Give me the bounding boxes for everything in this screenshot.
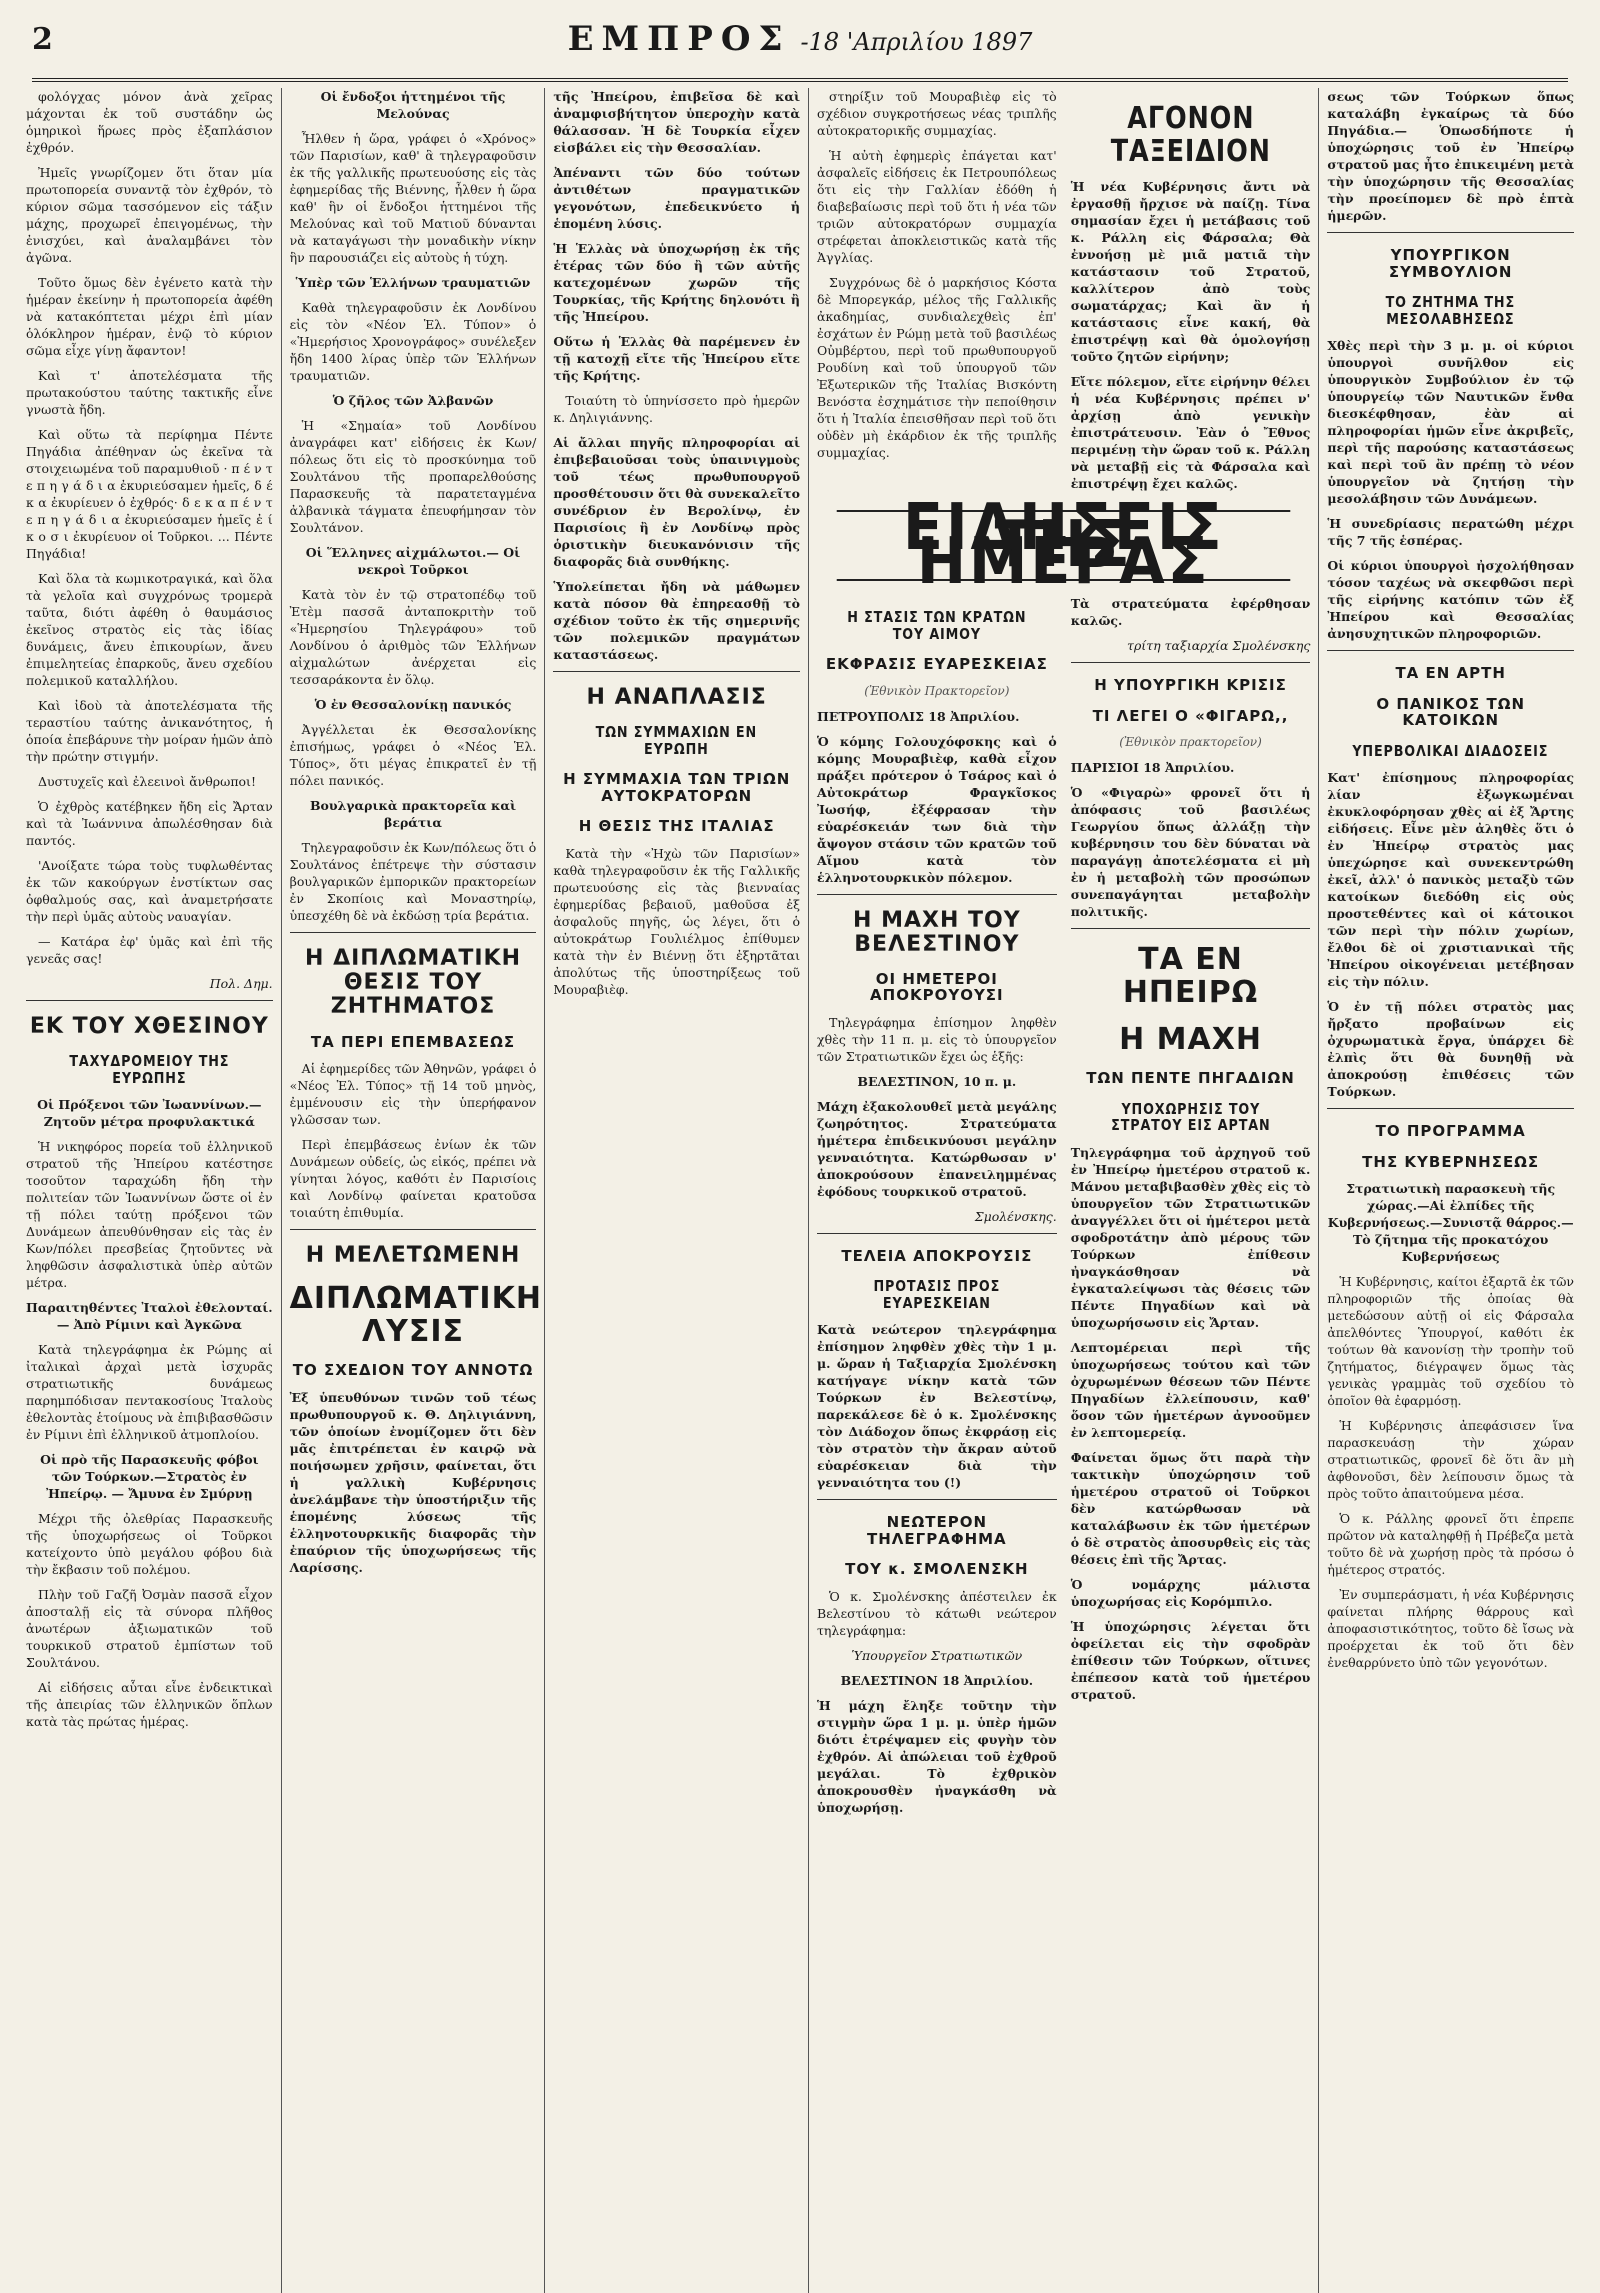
section-heading: ΤΕΛΕΙΑ ΑΠΟΚΡΟΥΣΙΣ [841, 1246, 1033, 1265]
article-text: Ὁ «Φιγαρὼ» φρονεῖ ὅτι ἡ ἀπόφασις τοῦ βασιλέως Γεωργίου ὅπως ἀλλάξῃ τὴν κυβέρνησιν του δὲν δύναται νὰ παραγάγῃ ἀποτελέσματα εἰ μὴ ἐν ἡ μεταβολὴ τῶν προσώπων συνεπαγάγηται μεταβολὴν πολιτικῆς. [1070, 785, 1311, 919]
article-text: Κατὰ νεώτερον τηλεγράφημα ἐπίσημον ληφθὲν χθὲς τὴν 1 μ. μ. ὥραν ἡ Ταξιαρχία Σμολένσκη κατήγαγε νίκην κατὰ τῶν Τούρκων ἐν Βελεστίνῳ, παρεκάλεσε δὲ ὁ κ. Σμολένσκης τὸν Διάδοχον ὅπως ἐκφράσῃ εἰς τὸν στρατὸν τὴν ἄκραν αὐτοῦ εὐαρέσκειαν διὰ τὴν γενναιότητα του (!) [817, 1322, 1057, 1491]
section-subheading: ΤΟ ΖΗΤΗΜΑ ΤΗΣ ΜΕΣΟΛΑΒΗΣΕΩΣ [1385, 293, 1516, 328]
article-text: Μέχρι τῆς ὀλεθρίας Παρασκευῆς τῆς ὑποχωρήσεως οἱ Τοῦρκοι κατείχοντο ὑπὸ μεγάλου φόβου διὰ τὴν ἔκβασιν τοῦ πολέμου. [26, 1511, 273, 1578]
section-subheading: ΥΠΟΧΩΡΗΣΙΣ ΤΟΥ ΣΤΡΑΤΟΥ ΕΙΣ ΑΡΤΑΝ [1110, 1099, 1271, 1134]
divider [1327, 650, 1574, 651]
divider [290, 1229, 537, 1230]
article-text: Τοῦτο ὅμως δὲν ἐγένετο κατὰ τὴν ἡμέραν ἐκείνην ἡ πρωτοπορεία ἀφέθη νὰ κατακόπτεται μέχρι ἐπὶ μίαν ὁλόκληρον ἡμέραν, ἐνῷ τὸ κύριον σῶμα εἶχε γίνῃ ἄφαντον! [26, 275, 273, 358]
article-text: Ἀγγέλλεται ἐκ Θεσσαλονίκης ἐπισήμως, γράφει ὁ «Νέος Ἑλ. Τύπος», ὅτι μέγας ἐπικρατεῖ ἐν τῇ πόλει πανικός. [289, 722, 537, 788]
signature: τρίτη ταξιαρχία Σμολένσκης [1127, 638, 1311, 653]
article-text: Καὶ ἰδοὺ τὰ ἀποτελέσματα τῆς τεραστίου ταύτης ἀνικανότητος, ἡ ὁποία ἐπεβάρυνε τὴν μοίραν ἡμῶν ἀπὸ τὴν πρώτην στιγμήν. [26, 698, 273, 764]
section-heading: Η ΜΑΧΗ ΤΟΥ ΒΕΛΕΣΤΙΝΟΥ [853, 907, 1021, 957]
article-text: Ἐξ ὑπευθύνων τινῶν τοῦ τέως πρωθυπουργοῦ κ. Θ. Δηλιγιάννη, τῶν ὁποίων ἐνομίζομεν ὅτι δὲν μᾶς ἐπιτρέπεται ἐν καιρῷ νὰ ποιήσωμεν χρῆσιν, φαίνεται, ὅτι ἡ γαλλικὴ Κυβέρνησις ἀνελάμβανε τὴν ὑποστήριξιν τῆς ἑπομένης λύσεως τῆς ἑλληνοτουρκικῆς διαφορᾶς τὴν ἐπαύριον τῆς ὑποχωρήσεως τῆς Λαρίσσης. [289, 1389, 537, 1575]
section-subheading: ΤΟ ΣΧΕΔΙΟΝ ΤΟΥ ΑΝΝΟΤΩ [292, 1361, 534, 1380]
article-subheading: Οἱ Ἕλληνες αἰχμάλωτοι.— Οἱ νεκροὶ Τοῦρκοι [305, 545, 521, 577]
article-text: 'Ανοίξατε τώρα τοὺς τυφλωθέντας ἐκ τῶν κακούργων ἐνστίκτων σας ὀφθαλμούς σας, καὶ ἀναμετρήσατε τὴν περὶ ὑμᾶς αὐτοὺς ναυαγίαν. [26, 858, 273, 924]
dateline: ΠΑΡΙΣΙΟΙ 18 Ἀπριλίου. [1070, 760, 1235, 775]
divider [26, 1000, 273, 1001]
section-subheading: Η ΣΥΜΜΑΧΙΑ ΤΩΝ ΤΡΙΩΝ ΑΥΤΟΚΡΑΤΟΡΩΝ [563, 770, 791, 805]
section-subheading: Ο ΠΑΝΙΚΟΣ ΤΩΝ ΚΑΤΟΙΚΩΝ [1376, 694, 1525, 729]
article-text: Ὁ κόμης Γολουχόφσκης καὶ ὁ κόμης Μουραβιὲφ, καθὰ εἶχον πράξει πρότερον ὁ Τσάρος καὶ ὁ Αὐτοκράτωρ Φραγκῖσκος Ἰωσήφ, ἐξέφρασαν τὴν εὐαρέσκειάν των διὰ τὴν ἄψογον στάσιν τῶν κρατῶν τοῦ Αἵμου κατὰ τὸν ἑλληνοτουρκικὸν πόλεμον. [817, 733, 1057, 885]
article-text: Ὁ ἐχθρὸς κατέβηκεν ἤδη εἰς Ἄρταν καὶ τὰ Ἰωάννινα ἀπωλέσθησαν διὰ παντός. [26, 799, 273, 848]
section-subheading: ΟΙ ΗΜΕΤΕΡΟΙ ΑΠΟΚΡΟΥΟΥΣΙ [870, 969, 1004, 1005]
article-text: Ἦλθεν ἡ ὥρα, γράφει ὁ «Χρόνος» τῶν Παρισίων, καθ' ἃ τηλεγραφοῦσιν ἐκ τῆς γαλλικῆς πρωτευούσης εἰς τὰς ἐφημερίδας τῆς Βιέννης, ἦλθεν ἡ ὥρα καθ' ἣν οἱ ἔνδοξοι ἡττημένοι τῆς Μελούνας καὶ τοῦ Ματιοῦ δύνανται νὰ καταγάγωσι τὴν μοναδικὴν νίκην ἣν παρουσιάζει εἰς αὐτοὺς ἡ τύχη. [289, 131, 537, 265]
column-1 [18, 88, 282, 2293]
article-text: Χθὲς περὶ τὴν 3 μ. μ. οἱ κύριοι ὑπουργοὶ συνῆλθον εἰς ὑπουργικὸν Συμβούλιον ἐν τῷ ὑπουργείῳ τῶν Ναυτικῶν ἔνθα διεσκέφθησαν, ἐὰν αἱ πληροφορίαι ἡμῶν εἶνε ἀκριβεῖς, περὶ τῆς παρούσης καταστάσεως καὶ περὶ τοῦ ἂν πρέπῃ τὸ νέον ὑπουργεῖον νὰ ζητήσῃ τὴν μεσολάβησιν τῶν Δυνάμεων. [1327, 338, 1575, 506]
article-subheading: Βουλγαρικὰ πρακτορεῖα καὶ βεράτια [309, 798, 517, 830]
article-text: Αἱ εἰδήσεις αὗται εἶνε ἐνδεικτικαὶ τῆς ἀπειρίας τῶν ἑλληνικῶν ὅπλων κατὰ τὰς πρώτας ἡμέρας. [26, 1680, 273, 1730]
article-text: Ὁ κ. Σμολένσκης ἀπέστειλεν ἐκ Βελεστίνου τὸ κάτωθι νεώτερον τηλεγράφημα: [817, 1588, 1057, 1638]
section-heading: Η ΑΝΑΠΛΑΣΙΣ [586, 685, 767, 710]
article-text: στηρίξιν τοῦ Μουραβιὲφ εἰς τὸ σχέδιον συγκροτήσεως νέας τριπλῆς αὐτοκρατορικῆς συμμαχίας. [817, 89, 1057, 138]
section-heading: ΝΕΩΤΕΡΟΝ ΤΗΛΕΓΡΑΦΗΜΑ [867, 1513, 1007, 1548]
article-text: Ἡ Κυβέρνησις, καίτοι ἐξαρτᾶ ἐκ τῶν πληροφοριῶν τῆς ὁποίας θὰ μετεδώσουν αὐτῇ οἱ εἰς Φάρσαλα ἀπελθόντες Ὑπουργοί, καθότι ἐκ τούτων θὰ κανονίσῃ τὴν τροπὴν τοῦ ζητήματος, διέγραψεν ὅμως τὰς γενικὰς γραμμὰς τοῦ σχεδίου τὸ ὁποῖον θὰ ἐφαρμόσῃ. [1327, 1274, 1575, 1408]
section-subheading: ΤΩΝ ΠΕΝΤΕ ΠΗΓΑΔΙΩΝ [1086, 1069, 1295, 1087]
article-text: Ὁ νομάρχης μάλιστα ὑποχωρήσας εἰς Κορόμπιλο. [1070, 1576, 1311, 1609]
article-text: Καθὰ τηλεγραφοῦσιν ἐκ Λονδίνου εἰς τὸν «Νέον Ἑλ. Τύπον» ὁ «Ἡμερήσιος Χρονογράφος» συνέλεξεν ἤδη 1400 λίρας ὑπὲρ τῶν Ἑλλήνων τραυματιῶν. [289, 300, 537, 383]
section-heading: Η ΣΤΑΣΙΣ ΤΩΝ ΚΡΑΤΩΝ ΤΟΥ ΑΙΜΟΥ [847, 608, 1027, 643]
section-subheading: ΤΑ ΠΕΡΙ ΕΠΕΜΒΑΣΕΩΣ [310, 1032, 516, 1051]
article-text: Ἡ συνεδρίασις περατώθη μέχρι τῆς 7 τῆς ἑσπέρας. [1327, 516, 1575, 548]
divider [1327, 1108, 1574, 1109]
agency-note: Ὑπουργεῖον Στρατιωτικῶν [851, 1647, 1023, 1663]
section-subheading: ΠΡΟΤΑΣΙΣ ΠΡΟΣ ΕΥΑΡΕΣΚΕΙΑΝ [873, 1277, 1001, 1312]
article-text: Περὶ ἐπεμβάσεως ἐνίων ἐκ τῶν Δυνάμεων οὐδείς, ὡς εἰκός, πρέπει νὰ γίνηται λόγος, καθότι ἐν Παρισίοις καὶ Λονδίνῳ φαίνεται κρατοῦσα τοιαύτη ἐπιθυμία. [289, 1137, 537, 1221]
article-text: Ἐν συμπεράσματι, ἡ νέα Κυβέρνησις φαίνεται πλήρης θάρρους καὶ ἀποφασιστικότητος, τοῦτο δὲ ἴσως νὰ προέρχεται ἐκ τοῦ ὅτι δὲν ἐνεθαρρύνετο ὑπὸ τῶν γεγονότων. [1327, 1587, 1575, 1670]
section-heading: Η ΜΑΧΗ [1119, 1022, 1262, 1057]
column-3 [545, 88, 809, 2293]
article-text: σεως τῶν Τούρκων ὅπως καταλάβη ἐγκαίρως τὰ δύο Πηγάδια.— Ὁπωσδήποτε ἡ ὑποχώρησις τοῦ ἐν Ἠπείρῳ στρατοῦ μας ἦτο ἐπικειμένη μετὰ τὴν ὑποχώρησιν τῆς Θεσσαλίας τὴν προείπομεν δὲ πρὸ ἑπτὰ ἡμερῶν. [1327, 89, 1575, 223]
masthead [32, 0, 1568, 82]
column-2 [282, 88, 546, 2293]
article-text: Κατὰ τὴν «Ἠχὼ τῶν Παρισίων» καθὰ τηλεγραφοῦσιν ἐκ τῆς Γαλλικῆς πρωτευούσης εἰς τὰς βιενναίας ἐφημερίδας βεβαιοῦ, μαθοῦσα ἐξ ἀσφαλοῦς πηγῆς, ὡς λέγει, ὅτι ὁ αὐτοκράτωρ Γουλιέλμος ἐπίθυμεν κατὰ τὴν ἐν Βιέννῃ ὅτι ἐξηρτᾶται ἀπολύτως τῆς ὑποστηρίξεως τοῦ Μουραβιὲφ. [553, 845, 801, 997]
article-text: Τὰ στρατεύματα ἐφέρθησαν καλῶς. [1070, 596, 1311, 628]
article-text: Φαίνεται ὅμως ὅτι παρὰ τὴν τακτικὴν ὑποχώρησιν τοῦ ἡμετέρου στρατοῦ οἱ Τοῦρκοι δὲν κατώρθωσαν νὰ καταλάβωσιν ἐκ τῶν ἡμετέρων ὁ δὲ στρατὸς ἀποσυρθεὶς εἰς τὰς θέσεις ἐπὶ τῆς Ἄρτας. [1070, 1449, 1311, 1567]
section-heading: ΥΠΟΥΡΓΙΚΟΝ ΣΥΜΒΟΥΛΙΟΝ [1388, 246, 1513, 281]
article-subheading: Στρατιωτικὴ παρασκευὴ τῆς χώρας.—Αἱ ἐλπίδες τῆς Κυβερνήσεως.—Συνιστᾷ θάρρος.— Τὸ ζῆτημα τῆς προκατόχου Κυβερνήσεως [1327, 1181, 1574, 1264]
article-text: Ἡ νέα Κυβέρνησις ἄντι νὰ ἐργασθῇ ἤρχισε νὰ παίζῃ. Τίνα σημασίαν ἔχει ἡ μετάβασις τοῦ κ. Ράλλη εἰς Φάρσαλα; Θὰ ἐννοήσῃ μὲ μιᾶ ματιᾶ τὴν κατάστασιν τοῦ Στρατοῦ, καλλίτερον ἀπὸ τοὺς σωματάρχας; Καὶ ἂν ἡ κατάστασις εἶνε κακή, θὰ ἐπιστρέψῃ καὶ θὰ ὁμολογήσῃ τοῦτο ζητῶν εἰρήνην; [1070, 179, 1311, 364]
article-text: Αἱ ἐφημερίδες τῶν Ἀθηνῶν, γράφει ὁ «Νέος Ἑλ. Τύπος» τῇ 14 τοῦ μηνὸς, ἐμμένουσιν εἰς τὴν ὑπερήφανον γλῶσσαν των. [289, 1061, 537, 1128]
article-subheading: Παραιτηθέντες Ἰταλοὶ ἐθελονταί. — Ἀπὸ Ρίμινι καὶ Ἀγκῶνα [26, 1300, 273, 1333]
issue-date: -18 'Απριλίου 1897 [800, 28, 1033, 56]
article-text: Εἴτε πόλεμον, εἴτε εἰρήνην θέλει ἡ νέα Κυβέρνησις πρέπει ν' ἀρχίσῃ ἀπὸ γενικὴν ἐπιστράτευσιν. Ἐὰν ὁ Ἔθνος περιμένῃ τὴν ὥραν τοῦ κ. Ράλλη νὰ μεταβῇ εἰς τὰ Φάρσαλα καὶ ἐπιστρέψῃ ἔχει καλῶς. [1070, 374, 1311, 491]
article-text: Οὕτω ἡ Ἑλλὰς θὰ παρέμενεν ἐν τῇ κατοχῇ εἴτε τῆς Ἠπείρου εἴτε τῆς Κρήτης. [553, 334, 801, 383]
article-text: Καὶ ὅλα τὰ κωμικοτραγικά, καὶ ὅλα τὰ γελοῖα καὶ συγχρόνως τρομερὰ ταῦτα, διότι ἀφέθη ὁ θαυμάσιος ἐκεῖνος στρατὸς εἰς τὰς ἰδίας δυνάμεις, ἄνευ ἐπικουρίων, ἄνευ ἐπιμελητείας ἐπαρκοῦς, ἄνευ σχεδίου πολεμικοῦ καταλλήλου. [26, 571, 273, 688]
section-heading: ΔΙΠΛΩΜΑΤΙΚΗ ΛΥΣΙΣ [289, 1281, 542, 1350]
article-text: Ἡ Κυβέρνησις ἀπεφάσισεν ἵνα παρασκευάσῃ τὴν χώραν στρατιωτικῶς, φρονεῖ δὲ ὅτι ἂν μὴ ἀφθονοῦσι, δὲν λείπουσιν ὅμως τὰ πρὸς τοῦτο ἀπαιτούμενα μέσα. [1327, 1418, 1575, 1501]
signature: Πολ. Δημ. [209, 976, 273, 991]
column-6 [1319, 88, 1582, 2293]
section-subheading: ΕΚΦΡΑΣΙΣ ΕΥΑΡΕΣΚΕΙΑΣ [825, 655, 1048, 673]
section-subheading: ΥΠΕΡΒΟΛΙΚΑΙ ΔΙΑΔΟΣΕΙΣ [1352, 741, 1549, 760]
news-banner: ΕΙΔΗΣΕΙΣ ΤΗΣ ΗΜΕΡΑΣ [837, 510, 1291, 581]
article-text: Μάχη ἐξακολουθεῖ μετὰ μεγάλης ζωηρότητος. Στρατεύματα ἡμέτερα ἐπιδεικνύουσι μεγάλην γενναιότητα. Κατώρθωσαν ν' ἀποκρούσουν ἐπανειλημμένας ἐφόδους τουρκικοῦ στρατοῦ. [817, 1098, 1057, 1199]
section-subheading: ΤΑΧΥΔΡΟΜΕΙΟΥ ΤΗΣ ΕΥΡΩΠΗΣ [69, 1052, 230, 1087]
article-text: Καὶ τ' ἀποτελέσματα τῆς πρωτακούστου ταύτης τακτικῆς εἶνε γνωστὰ ἤδη. [26, 368, 273, 417]
article-subheading: Ὁ ἐν Θεσσαλονίκῃ πανικός [314, 697, 512, 712]
article-text: — Κατάρα ἐφ' ὑμᾶς καὶ ἐπὶ τῆς γενεᾶς σας! [26, 934, 273, 966]
article-text: φολόγχας μόνον ἀνὰ χεῖρας μάχονται ἐκ τοῦ συστάδην ὡς ὁμηρικοὶ ἥρωες πρὸς ἐξαπλάσιον ἐχθρόν. [26, 89, 273, 155]
article-text: Καὶ οὕτω τὰ περίφημα Πέντε Πηγάδια ἀπέθηναν ὡς ἐκεῖνα τὰ στοιχειωμένα τοῦ παραμυθιοῦ · π έ ν τ ε π η γ ά δ ι α ἐκυριεύσαμεν ἡμεῖς, δ έ κ α ἐκυρίευεν ὁ ἐχθρός· δ ε κ α π έ ν τ ε π η γ ά δ ι α ἐκυριεύσαμεν ἡμεῖς ἐ ί κ ο σ ι ἐκυρίευον οἱ Τοῦρκοι. ... Πέντε Πηγάδια! [26, 427, 273, 561]
article-text: Πλὴν τοῦ Γαζῆ Ὀσμὰν πασσᾶ εἶχον ἀποσταλῇ εἰς τὰ σύνορα πλῆθος ἀνωτέρων ἀξιωματικῶν τοῦ τουρκικοῦ στρατοῦ ἐμπίστων τοῦ Σουλτάνου. [26, 1587, 273, 1671]
article-text: Ὑπολείπεται ἤδη νὰ μάθωμεν κατὰ πόσον θὰ ἐπηρεασθῇ τὸ σχέδιον τοῦτο ἐκ τῆς σημερινῆς τῶν πολεμικῶν πραγμάτων καταστάσεως. [553, 579, 801, 662]
section-heading: ΤΟ ΠΡΟΓΡΑΜΜΑ [1375, 1122, 1526, 1140]
article-text: Ἡ «Σημαία» τοῦ Λονδίνου ἀναγράφει κατ' εἰδήσεις ἐκ Κων/πόλεως ὅτι εἰς τὸ προσκύνημα τοῦ Σουλτάνου τῆς προπαρελθούσης Παρασκευῆς τὰ παρατεταγμένα ἀλβανικὰ τάγματα ἐπευφήμησαν τὸν Σουλτάνον. [289, 418, 537, 535]
section-heading: ΑΓΟΝΟΝ ΤΑΞΕΙΔΙΟΝ [1110, 101, 1271, 169]
article-text: Αἱ ἄλλαι πηγῆς πληροφορίαι αἱ ἐπιβεβαιοῦσαι τοὺς ὑπαινιγμοὺς τοῦ τέως πρωθυπουργοῦ προσθέτουσιν ὅτι θὰ συνεκαλεῖτο συνέδριον ἐν Βερολίνῳ, ἐν Παρισίοις ἢ ἐν Λονδίνῳ πρὸς ὁριστικὴν διευκανόνισιν τῆς διαφορᾶς διὰ συνθήκης. [553, 435, 801, 569]
section-heading: Η ΜΕΛΕΤΩΜΕΝΗ [305, 1243, 521, 1269]
article-text: Λεπτομέρειαι περὶ τῆς ὑποχωρήσεως τούτου καὶ τῶν ὀχυρωμένων θέσεων τῶν Πέντε Πηγαδίων ἐλλείπουσιν, καθ' ὅσον τῶν ἡμετέρων ἀγνοοῦμεν ἐν λεπτομερείᾳ. [1070, 1339, 1311, 1440]
article-subheading: Οἱ πρὸ τῆς Παρασκευῆς φόβοι τῶν Τούρκων.—Στρατὸς ἐν Ἠπείρῳ. — Ἄμυνα ἐν Σμύρνῃ [40, 1452, 259, 1502]
article-text: Τοιαύτη τὸ ὑπηνίσσετο πρὸ ἡμερῶν κ. Δηλιγιάννης. [553, 393, 801, 425]
article-subheading: Ὁ ζῆλος τῶν Ἀλβανῶν [332, 393, 494, 408]
divider [553, 671, 800, 672]
article-text: Κατ' ἐπίσημους πληροφορίας λίαν ἐξωγκωμέναι ἐκυκλοφόρησαν χθὲς αἱ ἐξ Ἄρτης εἰδήσεις. Εἶνε μὲν ἀληθὲς ὅτι ὁ ἐν Ἠπείρῳ στρατὸς μας ὑπεχώρησε καὶ συνεκεντρώθη ἐκεῖ, ἀλλ' ὁ πανικὸς μεταξὺ τῶν κατοίκων διεδόθη εἰς οὐς προστεθέντες καὶ οἱ κάτοικοι τῶν περὶ τὴν πόλιν χωρίων, ἔλθοι δὲ οἱ χριστιανικαὶ τῆς Ἠπείρου οἰκογένειαι μετέβησαν εἰς τὴν πόλιν. [1327, 770, 1575, 989]
newspaper-title: ΕΜΠΡΟΣ [567, 19, 791, 59]
divider [1071, 928, 1311, 929]
article-text: Τηλεγράφημα τοῦ ἀρχηγοῦ τοῦ ἐν Ἠπείρῳ ἡμετέρου στρατοῦ κ. Μάνου μεταβιβασθὲν χθὲς εἰς τὸ ὑπουργεῖον τῶν Στρατιωτικῶν ἀναγγέλλει ὅτι οἱ ἡμέτεροι μετὰ σφοδροτάτην ἀπὸ μέρους τῶν Τούρκων ἐπίθεσιν ἠναγκάσθησαν νὰ ἐγκαταλείψωσι τὰς θέσεις τῶν Πέντε Πηγαδίων καὶ νὰ ὑποχωρήσωσιν εἰς Ἄρταν. [1070, 1144, 1311, 1330]
divider [1327, 232, 1574, 233]
article-text: Ἡ μάχη ἔληξε τοῦτην τὴν στιγμὴν ὥρα 1 μ. μ. ὑπὲρ ἡμῶν διότι ἐτρέψαμεν εἰς φυγὴν τὸν ἐχθρόν. Αἱ ἀπώλειαι τοῦ ἐχθροῦ μεγάλαι. Τὸ ἐχθρικὸν ἀποκρουσθὲν ἠναγκάσθη νὰ ὑποχωρήσῃ. [817, 1697, 1057, 1815]
article-subheading: Οἱ ἔνδοξοι ἡττημένοι τῆς Μελούνας [320, 89, 506, 121]
section-subheading: ΤΟΥ κ. ΣΜΟΛΕΝΣΚΗ [845, 1560, 1029, 1579]
article-text: Ἡ ὑποχώρησις λέγεται ὅτι ὀφείλεται εἰς τὴν σφοδρὰν ἐπίθεσιν τῶν Τούρκων, οἵτινες ἐπέπεσον κατὰ τοῦ ἡμετέρου στρατοῦ. [1070, 1618, 1311, 1702]
section-heading: Η ΔΙΠΛΩΜΑΤΙΚΗ ΘΕΣΙΣ ΤΟΥ ΖΗΤΗΜΑΤΟΣ [305, 946, 521, 1020]
divider [817, 1499, 1057, 1500]
page-number: 2 [32, 21, 53, 57]
article-text: Οἱ κύριοι ὑπουργοὶ ἠσχολήθησαν τόσον ταχέως νὰ σκεφθῶσι περὶ τῆς εἰρήνης κατόπιν τῶν ἐξ Ἠπείρου καὶ Θεσσαλίας ἀνησυχητικῶν πληροφοριῶν. [1327, 558, 1575, 641]
divider [290, 932, 537, 933]
divider [817, 894, 1057, 895]
divider [817, 1233, 1057, 1234]
signature: Σμολένσκης. [974, 1208, 1057, 1224]
columns [18, 82, 1582, 2293]
section-heading: ΤΗΣ ΚΥΒΕΡΝΗΣΕΩΣ [1362, 1152, 1540, 1171]
article-subheading: Οἱ Πρόξενοι τῶν Ἰωαννίνων.— Ζητοῦν μέτρα προφυλακτικά [37, 1097, 262, 1130]
article-text: Τηλεγραφοῦσιν ἐκ Κων/πόλεως ὅτι ὁ Σουλτάνος ἐπέτρεψε τὴν σύστασιν βουλγαρικῶν ἐμπορικῶν πρακτορείων ἐν Σκοπίοις καὶ Μοναστηρίῳ, ὑπεσχέθη δὲ νὰ ἐκδώσῃ τρία βεράτια. [289, 840, 537, 923]
article-text: Δυστυχεῖς καὶ ἐλεεινοὶ ἄνθρωποι! [38, 774, 256, 789]
section-heading: ΤΑ ΕΝ ΑΡΤΗ [1395, 664, 1506, 682]
article-text: Ὁ ἐν τῇ πόλει στρατὸς μας ἤρξατο προβαίνων εἰς ὀχυρωματικὰ ἔργα, ὑπάρχει δὲ ἐλπὶς ὅτι θὰ δυνηθῇ νὰ ἀποκρούσῃ ἐπιθέσεις τῶν Τούρκων. [1327, 999, 1575, 1099]
dateline: ΒΕΛΕΣΤΙΝΟΝ, 10 π. μ. [857, 1073, 1017, 1089]
agency-note: (Ἐθνικὸν Πρακτορεῖον) [864, 683, 1010, 698]
section-heading: ΕΚ ΤΟΥ ΧΘΕΣΙΝΟΥ [29, 1014, 269, 1039]
section-subheading: Η ΘΕΣΙΣ ΤΗΣ ΙΤΑΛΙΑΣ [578, 817, 775, 836]
section-subheading: ΤΩΝ ΣΥΜΜΑΧΙΩΝ ΕΝ ΕΥΡΩΠΗ [596, 723, 758, 758]
dateline: ΒΕΛΕΣΤΙΝΟΝ 18 Ἀπριλίου. [840, 1672, 1034, 1688]
section-heading: ΤΑ ΕΝ ΗΠΕΙΡΩ [1122, 942, 1259, 1010]
article-text: Ἡ αὐτὴ ἐφημερὶς ἐπάγεται κατ' ἀσφαλεῖς εἰδήσεις ἐκ Πετρουπόλεως ὅτι εἰς τὴν Γαλλίαν ἐδόθη ἡ διαβεβαίωσις περὶ τοῦ ὅτι ἡ νέα τῶν τριῶν αὐτοκρατόρων συμμαχία στρέφεται ἀποκλειστικῶς κατὰ τῆς Ἀγγλίας. [817, 148, 1057, 265]
article-text: Ἀπέναντι τῶν δύο τούτων ἀντιθέτων πραγματικῶν γεγονότων, ἐπεδεικνύετο ἡ ἑπομένη λύσις. [553, 165, 801, 231]
article-text: Ὁ κ. Ράλλης φρονεῖ ὅτι ἐπρεπε πρῶτον νὰ καταληφθῇ ἡ Πρέβεζα μετὰ τοῦτο δὲ νὰ χωρήσῃ πρὸς τὰ πρόσω ὁ ἡμέτερος στρατός. [1327, 1511, 1575, 1577]
article-text: Κατὰ τηλεγράφημα ἐκ Ρώμης αἱ ἰταλικαὶ ἀρχαὶ μετὰ ἰσχυρᾶς στρατιωτικῆς δυνάμεως παρημπόδισαν πεντακοσίους Ἰταλοὺς ἐθελοντὰς ἑτοίμους νὰ ἐπιβιβασθῶσιν ἐν Ρίμινι ἐπὶ ἑλληνικοῦ ἀτμοπλοίου. [26, 1342, 273, 1443]
divider [1071, 662, 1311, 663]
dateline: ΠΕΤΡΟΥΠΟΛΙΣ 18 Ἀπριλίου. [817, 708, 1020, 724]
section-heading: Η ΥΠΟΥΡΓΙΚΗ ΚΡΙΣΙΣ [1094, 676, 1287, 694]
section-subheading: ΤΙ ΛΕΓΕΙ Ο «ΦΙΓΑΡΩ,, [1092, 706, 1289, 725]
column-4-wide [809, 88, 1319, 2293]
article-text: Ἠμεῖς γνωρίζομεν ὅτι ὅταν μία πρωτοπορεία συναντᾷ τὸν ἐχθρόν, τὸ κύριον σῶμα τασσόμενον εἰς τάξιν μάχης, προχωρεῖ ἐπειγομένως, τὴν ἐνισχύει, καὶ ἀναλαμβάνει τὸν ἀγῶνα. [26, 165, 273, 265]
article-text: Συγχρόνως δὲ ὁ μαρκήσιος Κόστα δὲ Μπορεγκάρ, μέλος τῆς Γαλλικῆς ἀκαδημίας, συνδιαλεχθεὶς ἐπ' ἐσχάτων ἐν Ρώμῃ μετὰ τοῦ βασιλέως Οὐμβέρτου, περὶ τοῦ πρωθυπουργοῦ Ρουδίνη καὶ τοῦ ὑπουργοῦ τῶν Ἐξωτερικῶν τῆς Ἰταλίας Βισκόντη Βενόστα ἐσχημάτισε τὴν πεποίθησιν ὅτι ἡ Ἰταλία ἐπεισθῆσαν περὶ τοῦ ὅτι οὐδὲν μὴ ἐκάρδιον ἐκ τῆς τριπλῆς συμμαχίας. [817, 275, 1057, 460]
article-text: Κατὰ τὸν ἐν τῷ στρατοπέδῳ τοῦ Ἐτὲμ πασσᾶ ἀνταποκριτὴν τοῦ «Ἡμερησίου Τηλεγράφου» τοῦ Λονδίνου ὁ ἀριθμὸς τῶν Ἑλλήνων αἰχμαλώτων ἀνέρχεται εἰς τεσσαράκοντα ἐν ὅλῳ. [289, 587, 537, 687]
agency-note: (Ἐθνικὸν πρακτορεῖον) [1119, 735, 1262, 749]
article-subheading: Ὑπὲρ τῶν Ἑλλήνων τραυματιῶν [295, 275, 531, 290]
article-text: τῆς Ἠπείρου, ἐπιβεῖσα δὲ καὶ ἀναμφισβήτητον ὑπεροχὴν κατὰ θάλασσαν. Ἡ δὲ Τουρκία εἶχεν εἰσβάλει εἰς τὴν Θεσσαλίαν. [553, 89, 801, 155]
article-text: Ἡ Ἑλλὰς νὰ ὑποχωρήσῃ ἐκ τῆς ἑτέρας τῶν δύο ἢ τῶν αὐτῆς κατεχομένων χωρῶν τῆς Τουρκίας, τῆς Κρήτης δηλονότι ἢ τῆς Ἠπείρου. [553, 241, 801, 324]
article-text: Ἡ νικηφόρος πορεία τοῦ ἑλληνικοῦ στρατοῦ τῆς Ἠπείρου κατέστησε τοσοῦτον ταραχώδη ἤδη τὴν πολιτείαν τῶν Ἰωαννίνων ὥστε οἱ ἐν τῇ πόλει ταύτῃ πρόξενοι τῶν Δυνάμεων ἀπευθύνθησαν εἰς τὰς ἐν Κων/πόλει πρεσβείας ζητοῦντες νὰ ληφθῶσιν ἀσφαλιστικὰ ὑπὲρ αὐτῶν μέτρα. [26, 1139, 273, 1291]
article-text: Τηλεγράφημα ἐπίσημον ληφθὲν χθὲς τὴν 11 π. μ. εἰς τὸ ὑπουργεῖον τῶν Στρατιωτικῶν ἔχει ὡς ἑξῆς: [817, 1014, 1057, 1064]
